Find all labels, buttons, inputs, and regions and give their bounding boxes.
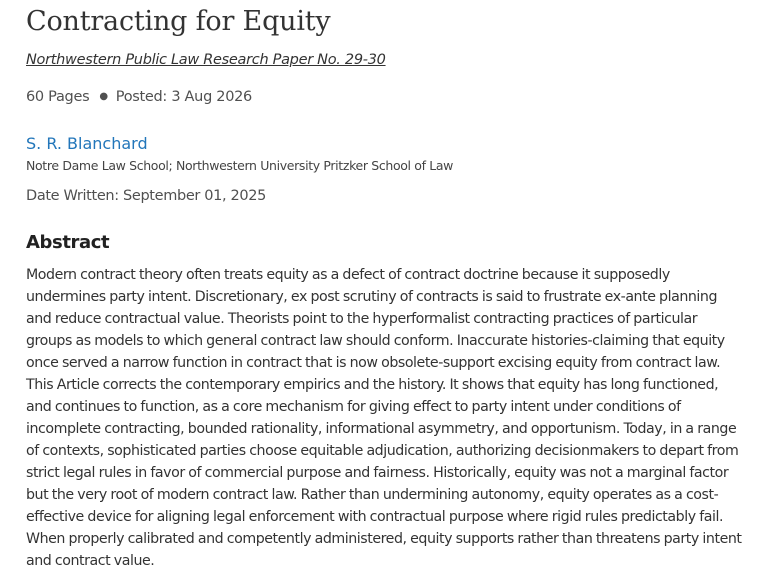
author-link[interactable]: S. R. Blanchard <box>26 134 148 153</box>
abstract-heading: Abstract <box>26 232 110 253</box>
posted-date: Posted: 3 Aug 2026 <box>115 89 252 105</box>
series-link[interactable]: Northwestern Public Law Research Paper No. 29-30 <box>26 52 386 68</box>
paper-title: Contracting for Equity <box>26 6 331 37</box>
date-written: Date Written: September 01, 2025 <box>26 188 267 204</box>
paper-meta <box>26 89 252 105</box>
author-affiliation: Notre Dame Law School; Northwestern University Pritzker School of Law <box>26 158 454 173</box>
page-count: 60 Pages <box>26 89 90 105</box>
abstract-text: Modern contract theory often treats equity as a defect of contract doctrine because it supposedly undermines party intent. Discretionary, ex post scrutiny of contracts is said to frustrate ex-ante planning and reduce contractual value. Theorists point to the hyperformalist contracting practices of particular groups as models to which general contract law should conform. Inaccurate histories-claiming that equity once served a narrow function in contract that is now obsolete-support excising equity from contract law. This Article corrects the contemporary empirics and the history. It shows that equity has long functioned, and continues to function, as a core mechanism for giving effect to party intent under conditions of incomplete contracting, bounded rationality, informational asymmetry, and opportunism. Today, in a range of contexts, sophisticated parties choose equitable adjudication, authorizing decisionmakers to depart from strict legal rules in favor of commercial purpose and fairness. Historically, equity was not a marginal factor but the very root of modern contract law. Rather than undermining autonomy, equity operates as a cost-effective device for aligning legal enforcement with contractual purpose where rigid rules predictably fail. When properly calibrated and competently administered, equity supports rather than threatens party intent and contract value. <box>26 267 742 569</box>
separator-dot-icon: ● <box>99 91 108 102</box>
